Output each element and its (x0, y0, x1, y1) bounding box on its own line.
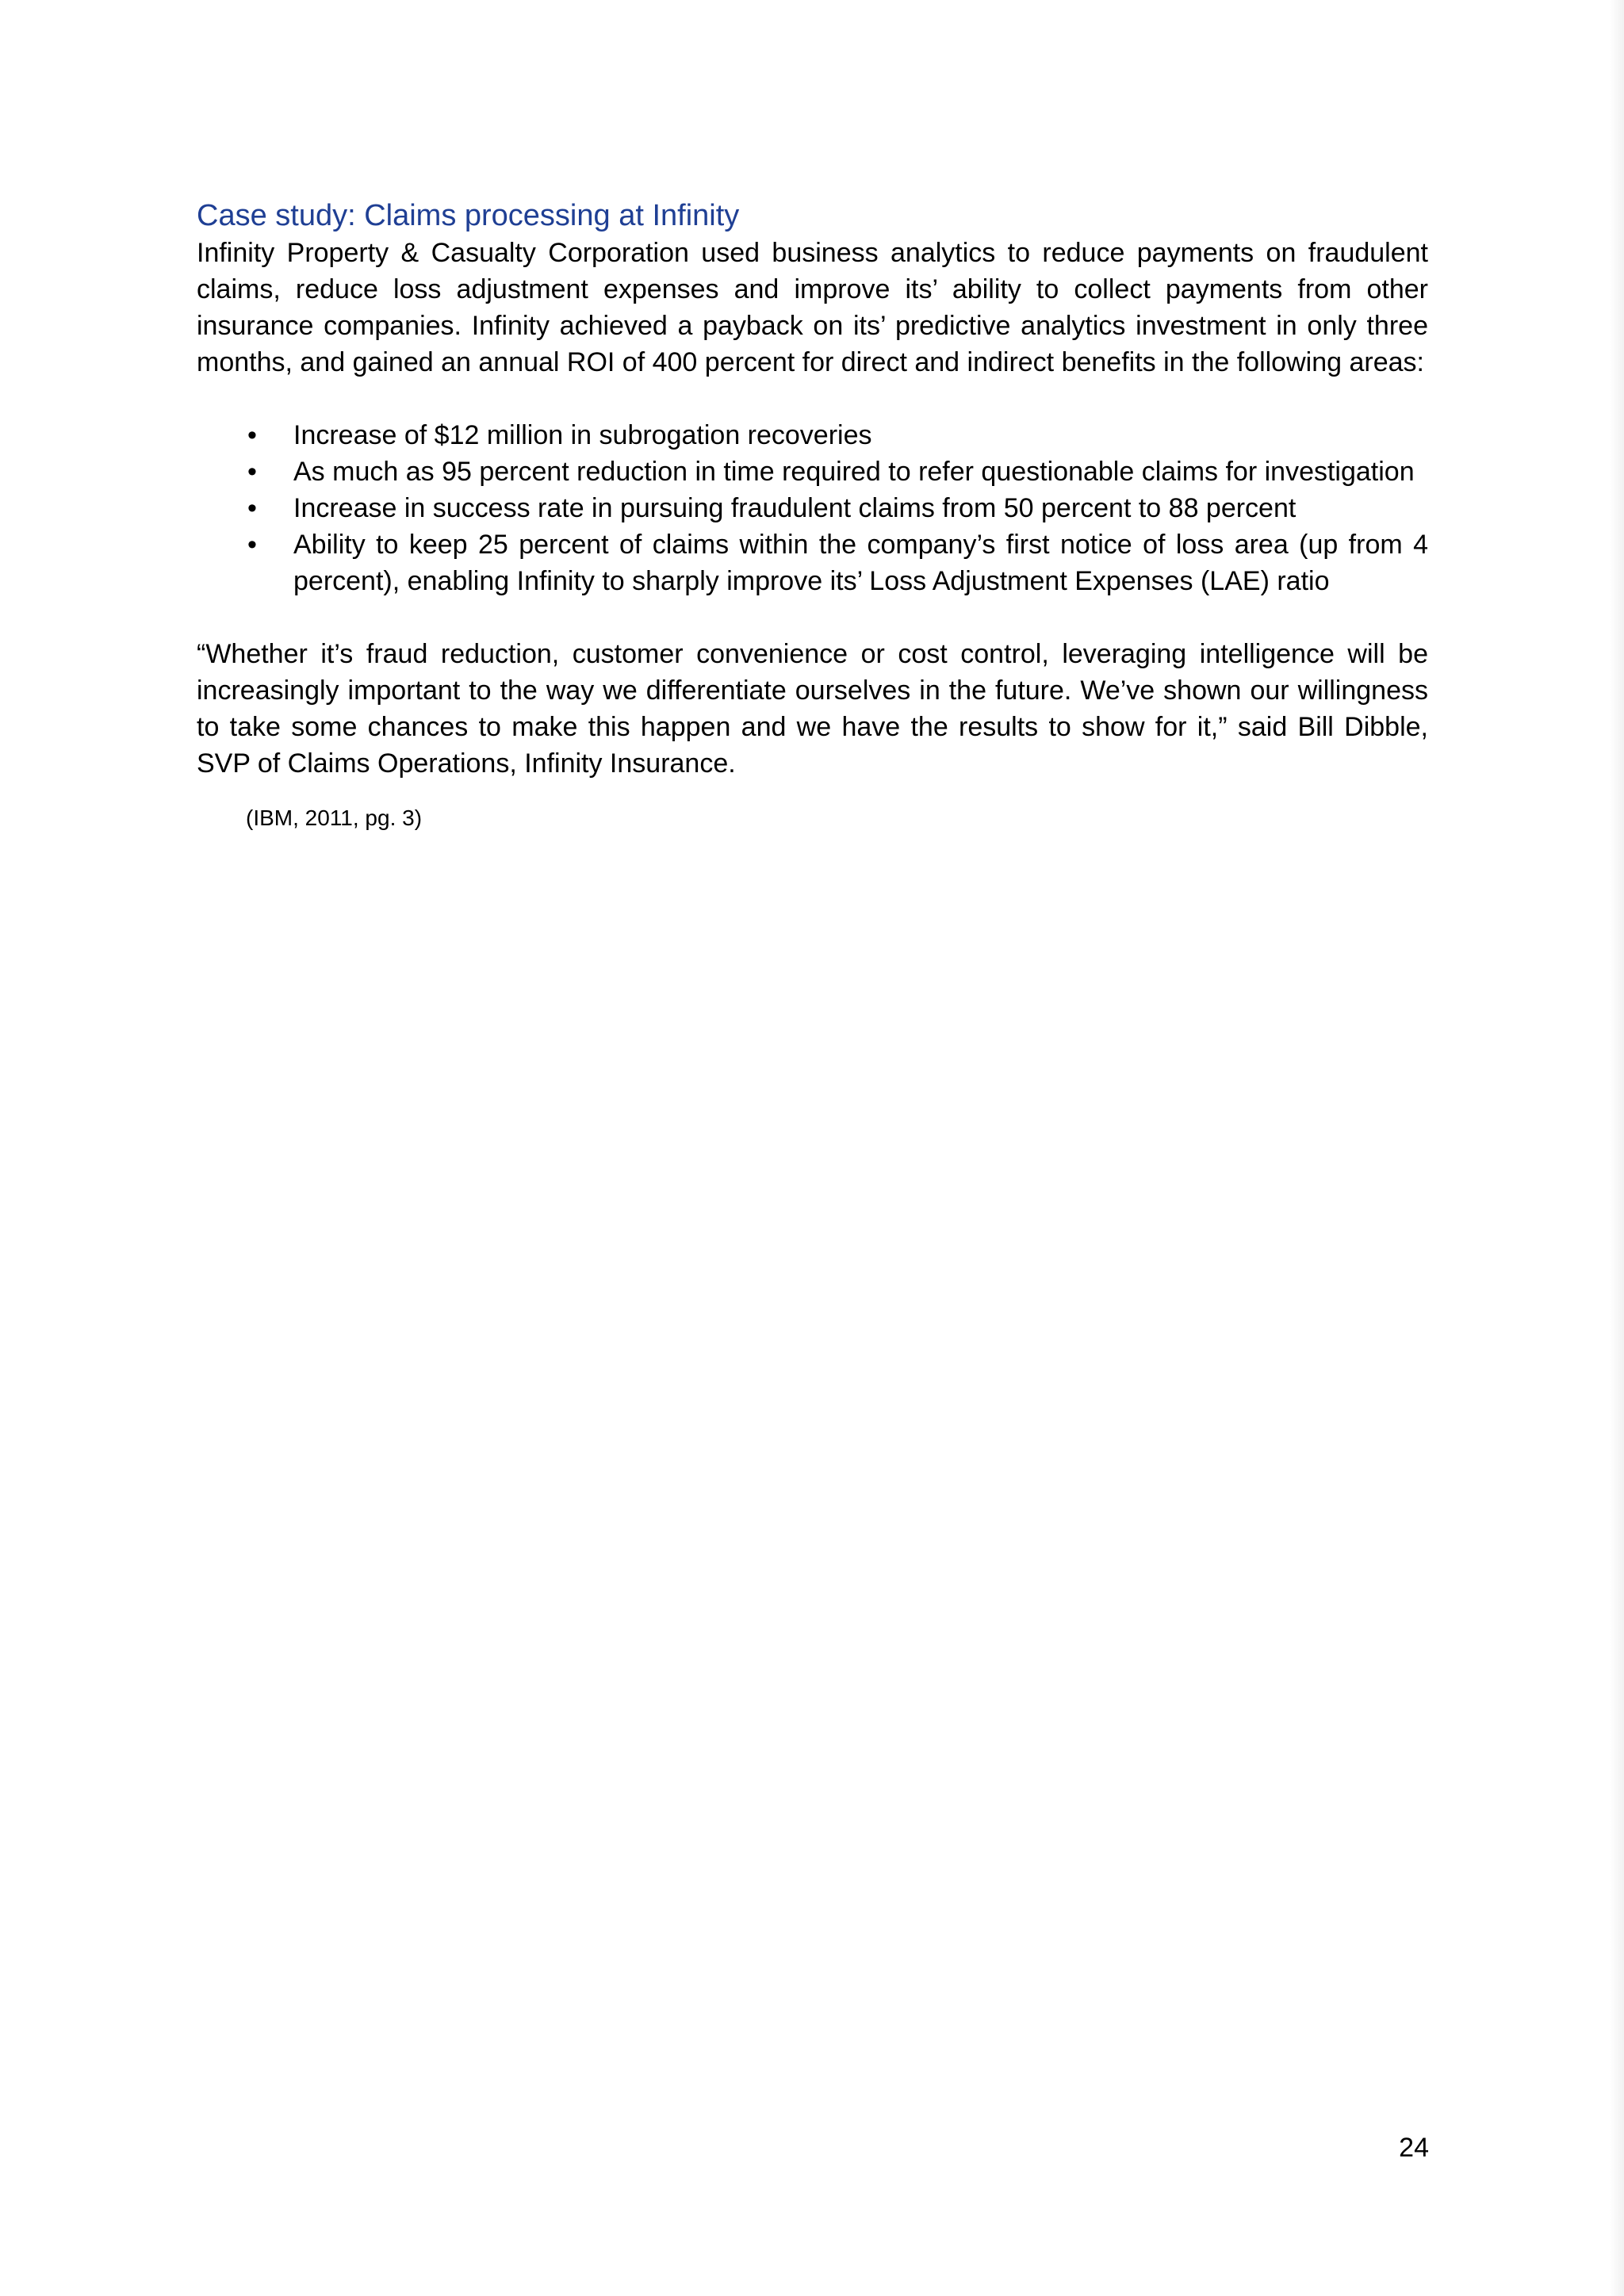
list-item-text: Increase in success rate in pursuing fraudulent claims from 50 percent to 88 percent (293, 493, 1297, 523)
bullet-icon: • (247, 493, 257, 523)
page-content (197, 197, 1428, 834)
page-edge-shadow (1610, 0, 1624, 2296)
bullet-icon: • (247, 457, 257, 487)
list-item (197, 526, 1428, 599)
section-heading: Case study: Claims processing at Infinity (197, 199, 740, 232)
intro-paragraph: Infinity Property & Casualty Corporation used business analytics to reduce payments on fraudulent claims, reduce loss adjustment expenses and improve its’ ability to collect payments from other insurance companies. Infinity achieved a payback on its’ predictive analytics investment in only three months, and gained an annual ROI of 400 percent for direct and indirect benefits in the following areas: (197, 238, 1428, 377)
list-item (197, 490, 1428, 526)
bullet-icon: • (247, 420, 257, 450)
bullet-icon: • (247, 530, 257, 560)
list-item-text: Increase of $12 million in subrogation recoveries (293, 420, 872, 450)
list-item (197, 453, 1428, 490)
list-item-text: As much as 95 percent reduction in time required to refer questionable claims for investigation (293, 457, 1415, 487)
benefits-list (197, 417, 1428, 599)
list-item-text: Ability to keep 25 percent of claims within the company’s first notice of loss area (up from 4 percent), enabling Infinity to sharply improve its’ Loss Adjustment Expenses (LAE) ratio (293, 530, 1428, 596)
citation: (IBM, 2011, pg. 3) (246, 806, 423, 830)
page-number: 24 (1399, 2133, 1429, 2163)
quote-paragraph: “Whether it’s fraud reduction, customer convenience or cost control, leveraging intelligence will be increasingly important to the way we differentiate ourselves in the future. We’ve shown our willingness to take some chances to make this happen and we have the results to show for it,” said Bill Dibble, SVP of Claims Operations, Infinity Insurance. (197, 639, 1428, 779)
list-item (197, 417, 1428, 453)
